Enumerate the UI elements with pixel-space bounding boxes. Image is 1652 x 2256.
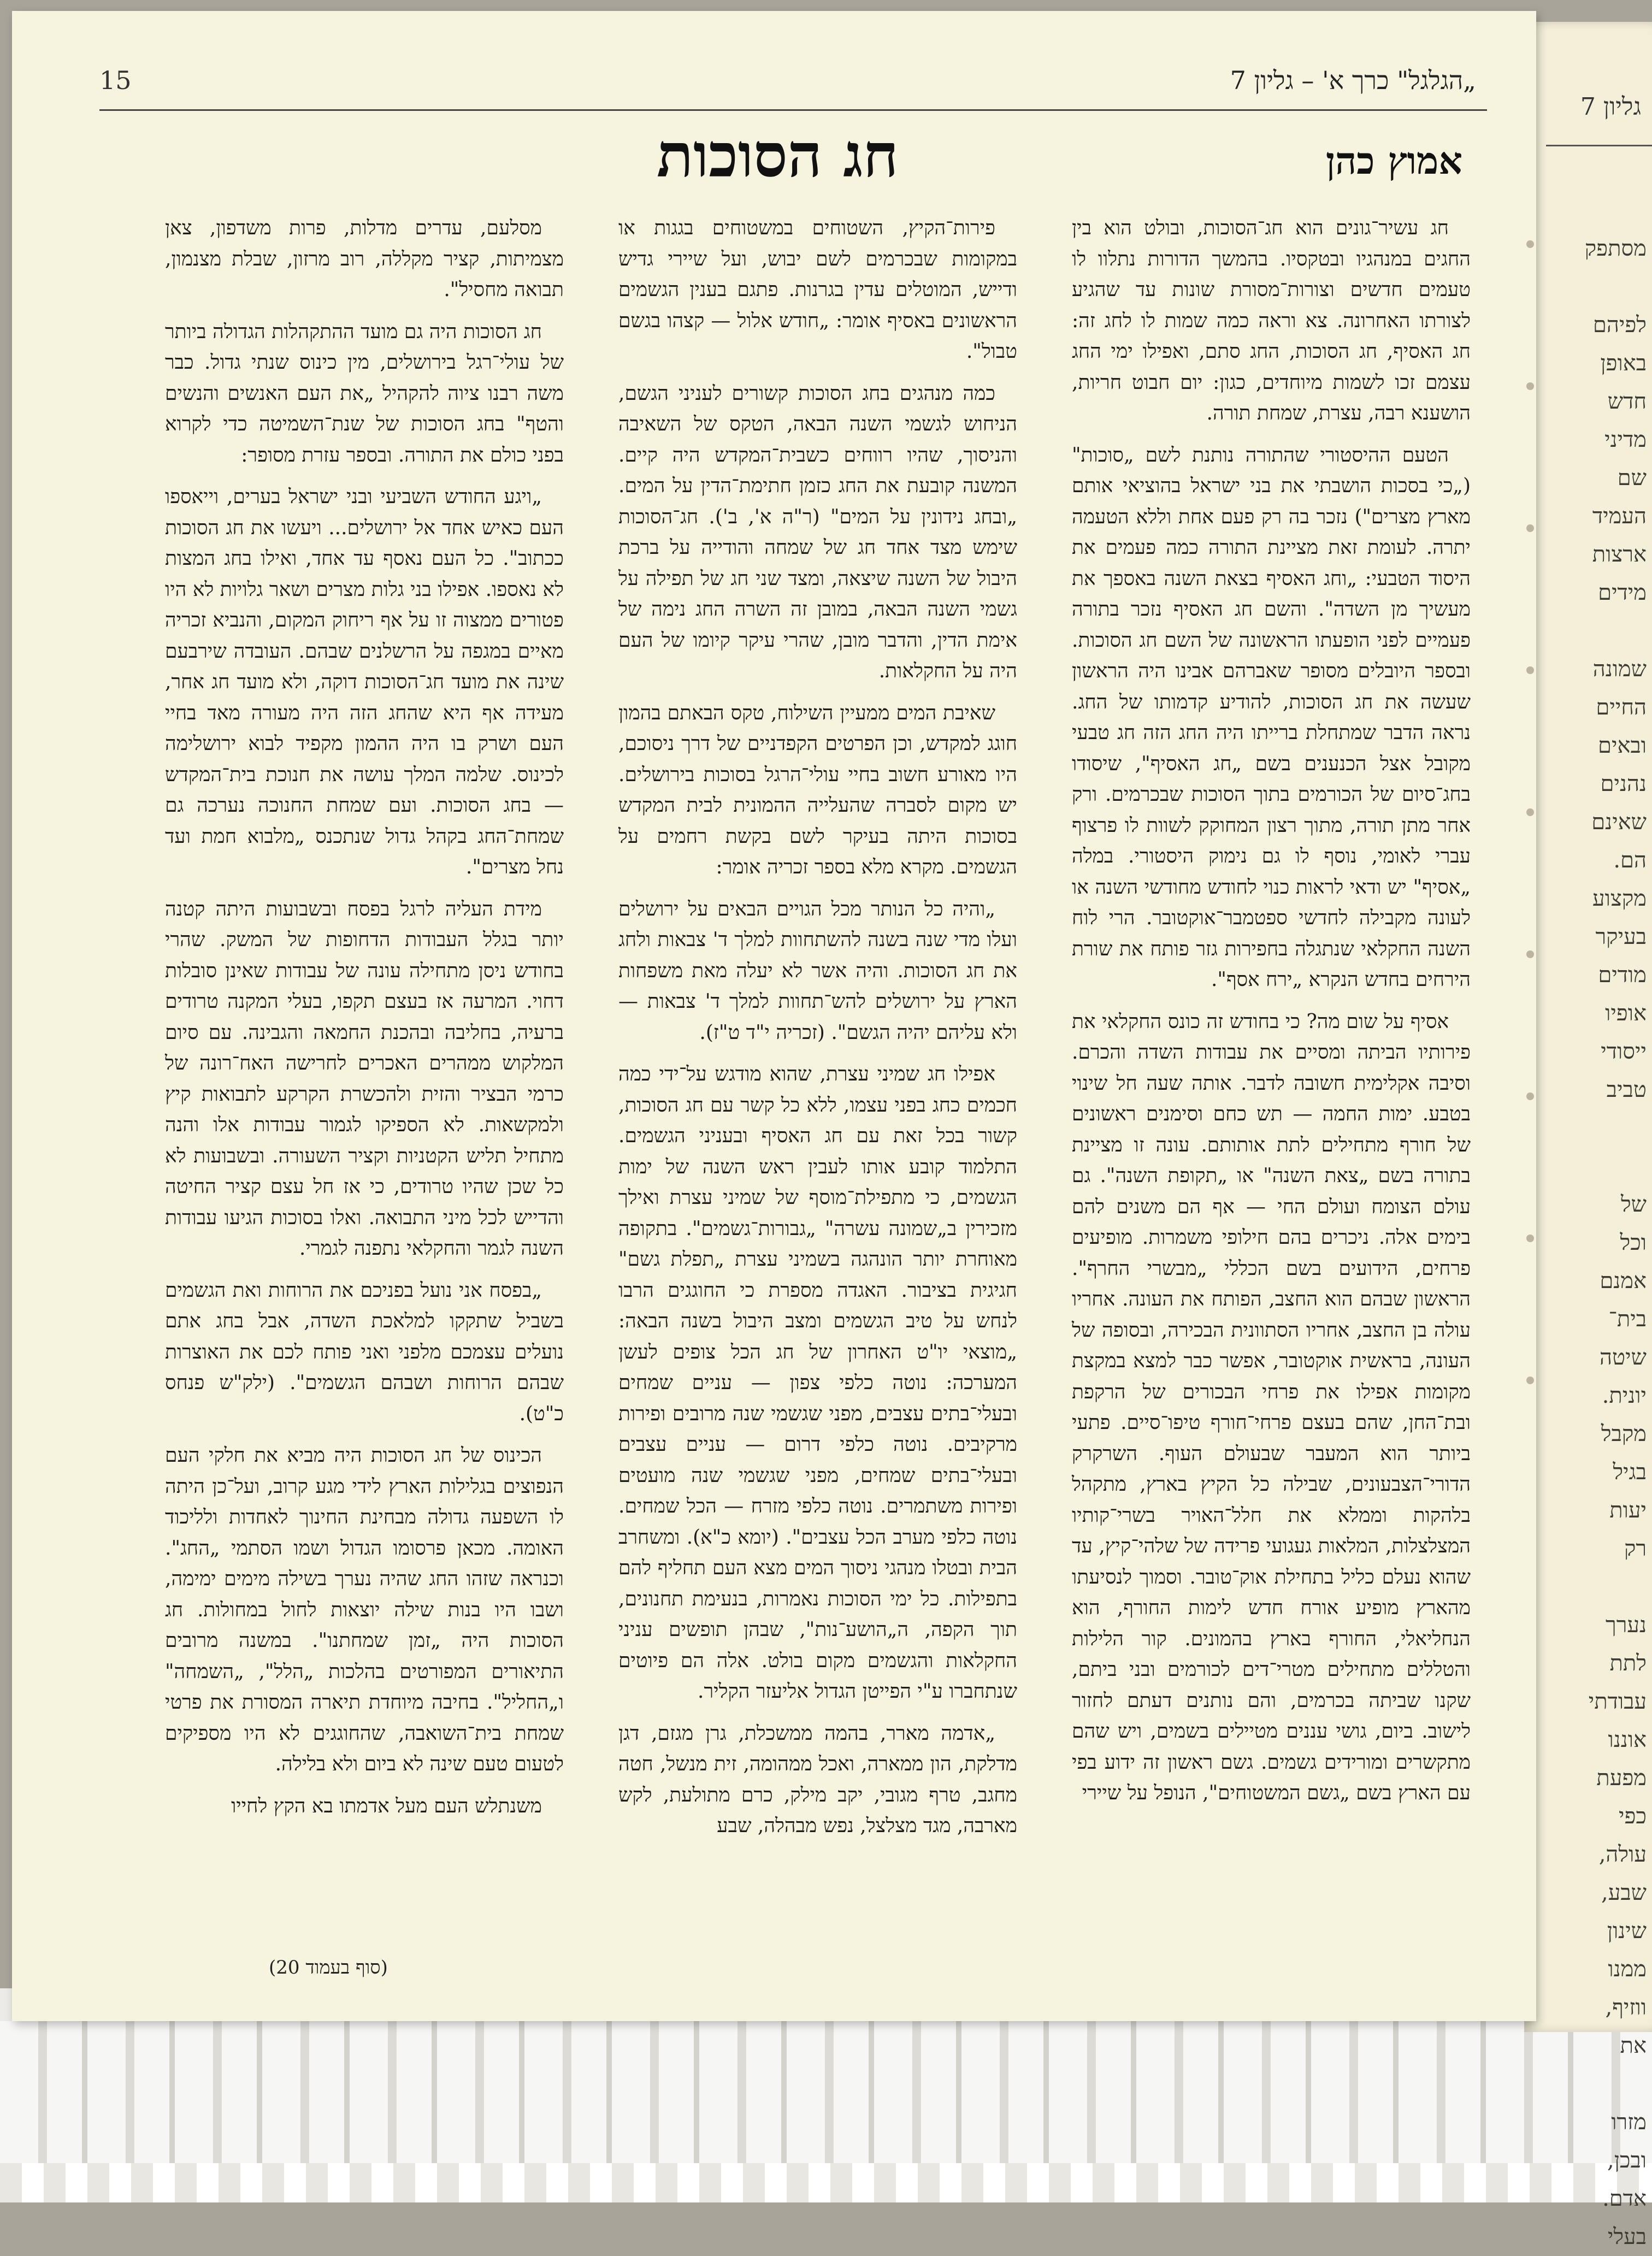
- adjacent-page-line: חדש: [1607, 389, 1647, 414]
- adjacent-page-line: רק: [1624, 1536, 1647, 1561]
- adjacent-page-line: מדיני: [1604, 427, 1647, 452]
- adjacent-page-line: אמנם: [1600, 1268, 1647, 1294]
- staple-hole: [1526, 808, 1534, 816]
- paragraph: חג הסוכות היה גם מועד ההתקהלות הגדולה ביותר של עולי־רגל בירושלים, מין כינוס שנתי גדול. כבר משה רבנו ציוה להקהיל „את העם האנשים והנשים והטף" בחג הסוכות של שנת־השמיטה כדי לקרוא בפני כולם את התורה. ובספר עזרת מסופר:: [165, 320, 564, 466]
- tablecloth-pattern: [0, 2021, 1652, 2163]
- adjacent-page-line: בית־: [1608, 1307, 1647, 1332]
- adjacent-page-line: שבע,: [1601, 1880, 1647, 1905]
- page-number: 15: [99, 66, 132, 95]
- adjacent-page-line: [1535, 1568, 1647, 1606]
- adjacent-page-line: עבודתי: [1588, 1689, 1647, 1714]
- adjacent-page-line: מודים: [1598, 962, 1647, 988]
- adjacent-page-line: שמונה: [1592, 657, 1647, 682]
- paragraph: מידת העליה לרגל בפסח ובשבועות היתה קטנה יותר בגלל העבודות הדחופות של המשק. שהרי בחודש ניסן מתחילה עונה של עבודות שאינן סובלות דחוי. המרעה אז בעצם תקפו, בעלי המקנה טרודים ברעיה, בחליבה ובהכנת החמאה והגבינה. עם סיום המלקוש ממהרים האכרים לחרישה האח־רונה של כרמי הבציר והזית ולהכשרת הקרקע לתבואות קיץ ולמקשאות. לא הספיקו לגמור עבודות אלו והנה מתחיל תליש הקטניות וקציר השעורה. ובשבועות לא כל שכן שהיו טרודים, כי אז חל עצם קציר החיטה והדייש לכל מיני התבואה. ואלו בסוכות הגיעו עבודות השנה לגמר והחקלאי נתפנה לגמרי.: [165, 897, 564, 1260]
- header-rule: [99, 109, 1487, 111]
- paragraph: הכינוס של חג הסוכות היה מביא את חלקי העם הנפוצים בגלילות הארץ לידי מגע קרוב, ועל־כן היתה לו השפעה גדולה מבחינת החינוך לאחדות ולליכוד האומה. מכאן פרסומו הגדול ושמו הסתמי „החג". וכנראה שזהו החג שהיה נערך בשילה מימים ימימה, ושבו היו בנות שילה יוצאות לחול במחולות. חג הסוכות היה „זמן שמחתנו". במשנה מרובים התיאורים המפורטים בהלכות „הלל", „השמחה" ו„החליל". בחיבה מיוחדת תיארה המסורת את פרטי שמחת בית־השואבה, שהחוגגים לא היו מספיקים לטעום טעם שינה לא ביום ולא בלילה.: [165, 1444, 564, 1775]
- adjacent-page-line: בעיקר: [1595, 924, 1647, 949]
- staple-hole: [1526, 1235, 1534, 1242]
- adjacent-page-line: באופן: [1600, 351, 1647, 376]
- staple-hole: [1526, 1377, 1534, 1384]
- paragraph: אסיף על שום מה? כי בחודש זה כונס החקלאי את פירותיו הביתה ומסיים את עבודות השדה והכרם. וסיבה אקלימית חשובה לדבר. אותה שעה חל שינוי בטבע. ימות החמה — תש כחם וסימנים ראשונים של חורף מתחילים לתת אותותם. עונה זו מציינת בתורה בשם „צאת השנה" או „תקופת השנה". גם עולם הצומח ועולם החי — אף הם משנים להם בימים אלה. ניכרים בהם חילופי משמרות. מופיעים פרחים, הידועים בשם הכללי „מבשרי החרף". הראשון שבהם הוא החצב, הפותח את העונה. אחריו עולה בן החצב, אחריו הסתוונית הבכירה, ובסופה של העונה, בראשית אוקטובר, אפשר כבר למצא במקצת מקומות אפילו את פרחי הבכורים של הרקפת ובת־החן, שהם בעצם פרחי־חורף טיפו־סיים. פתעי ביותר הוא המעבר שבעולם העוף. השרקרק הדורי־הצבעונים, שבילה כל הקיץ בארץ, מתקהל בלהקות וממלא את חלל־האויר בשרי־קותיו המצלצלות, המלאות געגועי פרידה של שלהי־קיץ, עד שהוא נעלם כליל בתחילת אוק־טובר. וסמוך לנסיעתו מהארץ מופיע אורח חדש לימות החורף, הוא הנחליאלי, החורף בארץ בהמונים. קור הלילות והטללים מתחילים מטרי־דים לכורמים ובני ביתם, שקנו שביתה בכרמים, והם נותנים דעתם לחזור לישוב. ביום, גושי עננים מטיילים בשמים, ויש שהם מתקשרים ומורידים גשמים. גשם ראשון זה ידוע בפי עם הארץ בשם „גשם המשטוחים", הנופל על שיירי: [1072, 1010, 1471, 1804]
- adjacent-page-line: העמיד: [1592, 504, 1647, 529]
- adjacent-page-line: מקבל: [1601, 1421, 1647, 1446]
- adjacent-page-line: [1535, 2065, 1647, 2103]
- staple-hole: [1526, 1092, 1534, 1100]
- paragraph: פירות־הקיץ, השטוחים במשטוחים בגגות או במקומות שבכרמים לשם יבוש, ועל שיירי גדיש ודייש, המוטלים עדין בגרנות. פתגם בענין הגשמים הראשונים באסיף אומר: „חודש אלול — קצהו בגשם טבול".: [618, 217, 1017, 363]
- adjacent-page-header: גליון 7: [1580, 93, 1641, 121]
- adjacent-page-line: את: [1620, 2033, 1647, 2058]
- paragraph: „בפסח אני נועל בפניכם את הרוחות ואת הגשמים בשביל שתקקו למלאכת השדה, אבל בחג אתם נועלים עצמכם מלפני ואני פותח לכם את האוצרות שבהם הרוחות ושבהם הגשמים". (ילק"ש פנחס כ"ט).: [165, 1279, 564, 1425]
- adjacent-page-line: [1535, 268, 1647, 306]
- text-column-left: [165, 213, 564, 1833]
- adjacent-page-line: ובאים: [1598, 733, 1647, 758]
- adjacent-page-line: לתת: [1609, 1651, 1647, 1676]
- running-head: „הגלגל" כרך א' – גליון 7: [1230, 66, 1476, 95]
- adjacent-page-line: מסתפק: [1584, 236, 1647, 261]
- adjacent-page-line: של: [1620, 1192, 1647, 1217]
- adjacent-page-line: אדם.: [1602, 2186, 1647, 2211]
- paragraph: כמה מנהגים בחג הסוכות קשורים לעניני הגשם, הניחוש לגשמי השנה הבאה, הטקס של השאיבה והניסוך, שהיו רווחים כשבית־המקדש היה קיים. המשנה קובעת את החג כזמן חתימת־הדין על המים. „ובחג נידונין על המים" (ר"ה א', ב'). חג־הסוכות שימש מצד אחד חג של שמחה והודייה על ברכת היבול של השנה שיצאה, ומצד שני חג של תפילה על גשמי השנה הבאה, במובן זה השרה החג נימה של אימת הדין, והדבר מובן, שהרי עיקר קיומו של העם היה על החקלאות.: [618, 382, 1017, 682]
- staple-hole: [1526, 240, 1534, 248]
- adjacent-page-line: כפי: [1619, 1804, 1647, 1829]
- staple-hole: [1526, 382, 1534, 390]
- adjacent-page-line: שאינם: [1591, 810, 1647, 835]
- newspaper-page: [12, 11, 1536, 2021]
- adjacent-page-line: יונית.: [1602, 1383, 1647, 1408]
- adjacent-page-line: הם.: [1613, 848, 1647, 873]
- adjacent-page-text: [1535, 229, 1647, 2256]
- article-author: אמוץ כהן: [1325, 139, 1462, 183]
- adjacent-page-line: עולה,: [1598, 1842, 1647, 1867]
- adjacent-page-line: מידים: [1598, 580, 1647, 605]
- adjacent-page-line: טביב: [1606, 1077, 1647, 1102]
- paragraph: אפילו חג שמיני עצרת, שהוא מודגש על־ידי כמה חכמים כחג בפני עצמו, ללא כל קשר עם חג הסוכות, קשור בכל זאת עם חג האסיף ובעניני הגשמים. התלמוד קובע אותו לעבין ראש השנה של ימות הגשמים, כי מתפילת־מוסף של שמיני עצרת ואילך מזכירין ב„שמונה עשרה" „גבורות־גשמים". בתקופה מאוחרת יותר הונהגה בשמיני עצרת „תפלת גשם" חגיגית בציבור. האגדה מספרת כי החוגגים הרבו לנחש על טיב הגשמים ומצב היבול בשנה הבאה: „מוצאי יו"ט האחרון של חג הכל צופים לעשן המערכה: נוטה כלפי צפון — עניים שמחים ובעלי־בתים עצבים, מפני שגשמי שנה מרובים ופירות מרקיבים. נוטה כלפי דרום — עניים עצבים ובעלי־בתים שמחים, מפני שגשמי שנה מועטים ופירות משתמרים. נוטה כלפי מזרח — הכל שמחים. נוטה כלפי מערב הכל עצבים". (יומא כ"א). ומשחרב הבית ובטלו מנהגי ניסוך המים מצא העם תחליף להם בתפילות. כל ימי הסוכות נאמרות, בנעימת תחנונים, תוך הקפה, ה„הושע־נות", שבהן תופשים עניני החקלאות והגשמים מקום בולט. אלה הם פיוטים שנתחברו ע"י הפייטן הגדול אליעזר הקליר.: [618, 1063, 1017, 1703]
- adjacent-page-line: ובכן,: [1607, 2148, 1647, 2173]
- adjacent-page-line: שיטה: [1600, 1345, 1647, 1370]
- adjacent-page-line: בגיל: [1613, 1460, 1647, 1485]
- adjacent-page-line: וכל: [1620, 1230, 1647, 1255]
- adjacent-page-line: אופיו: [1605, 1001, 1647, 1026]
- adjacent-page-line: מפעת: [1596, 1765, 1647, 1791]
- adjacent-page-line: נהנים: [1600, 771, 1647, 796]
- paragraph: משנתלש העם מעל אדמתו בא הקץ לחייו: [231, 1794, 542, 1817]
- paragraph: הטעם ההיסטורי שהתורה נותנת לשם „סוכות" („כי בסכות הושבתי את בני ישראל בהוציאי אותם מארץ מצרים") נזכר בה רק פעם אחת וללא הטעמה יתרה. לעומת זאת מציינת התורה כמה פעמים את היסוד הטבעי: „וחג האסיף בצאת השנה באספך את מעשיך מן השדה". והשם חג האסיף נזכר בתורה פעמיים לפני הופעתו הראשונה של השם חג הסוכות. ובספר היובלים מסופר שאברהם אבינו היה הראשון שעשה את חג הסוכות, להודיע קדמותו של החג. נראה הדבר שמתחלת ברייתו היה החג הזה חג טבעי מקובל אצל הכנענים בשם „חג האסיף", שיסודו בחג־סיום של הכורמים בתוך הסוכות שבכרמים. ורק אחר מתן תורה, מתוך רצון המחוקק לשוות לו פרצוף עברי לאומי, נוסף לו גם נימוק היסטורי. במלה „אסיף" יש ודאי לראות כנוי לחודש מחודשי השנה או לעונה מקבילה לחדשי ספטמבר־אוקטובר. הרי לוח השנה החקלאי שנתגלה בחפירות גזר פותח את שורת הירחים בחדש הנקרא „ירח אסף".: [1072, 444, 1471, 991]
- adjacent-page: [1524, 22, 1652, 2249]
- adjacent-page-line: יעות: [1609, 1498, 1647, 1523]
- paragraph: חג עשיר־גונים הוא חג־הסוכות, ובולט הוא בין החגים במנהגיו ובטקסיו. בהמשך הדורות נתלוו לו טעמים חדשים וצורות־מסורת שונות עד שהגיע לצורתו האחרונה. צא וראה כמה שמות לו לחג זה: חג האסיף, חג הסוכות, החג סתם, ואפילו ימי החג עצמם זכו לשמות מיוחדים, כגון: יום חבוט חריות, הושענא רבה, עצרת, שמחת תורה.: [1072, 217, 1471, 424]
- paragraph: „ויגע החודש השביעי ובני ישראל בערים, וייאספו העם כאיש אחד אל ירושלים... ויעשו את חג הסוכות ככתוב". כל העם נאסף עד אחד, ואילו בחג המצות לא נאספו. אפילו בני גלות מצרים ושאר גלויות לא היו פטורים ממצוה זו על אף ריחוק המקום, והנביא זכריה מאיים במגפה על הרשלנים שבהם. העובדה שירבעם שינה את מועד חג־הסוכות דוקה, ולא מועד חג אחר, מעידה אף היא שהחג הזה היה מעורה מאד בחיי העם ושרק בו היה ההמון מקפיד לבוא ירושלימה לכינוס. שלמה המלך עושה את חנוכת בית־המקדש — בחג הסוכות. ועם שמחת החנוכה נערכה גם שמחת־החג בקהל גדול שנתכנס „מלבוא חמת ועד נחל מצרים".: [165, 486, 564, 878]
- paragraph: „אדמה מארר, בהמה ממשכלת, גרן מגזם, דגן מדלקת, הון ממארה, ואכל ממהומה, זית מנשל, חטה מחגב, טרף מגובי, יקב מילק, כרם מתולעת, לקש מארבה, מגד מצלצל, נפש מבהלה, שבע: [618, 1722, 1017, 1837]
- adjacent-page-line: ממנו: [1608, 1957, 1647, 1982]
- adjacent-page-line: לפיהם: [1592, 312, 1647, 338]
- adjacent-page-line: [1535, 1147, 1647, 1185]
- staple-hole: [1526, 524, 1534, 532]
- text-column-right: [1072, 213, 1471, 1820]
- paragraph: מסלעם, עדרים מדלות, פרות משדפון, צאן מצמיתות, קציר מקללה, רוב מרזון, שבלת מצנמון, תבואה מחסיל".: [165, 217, 564, 301]
- article-title: חג הסוכות: [657, 120, 899, 191]
- text-column-middle: [618, 213, 1017, 1853]
- staple-hole: [1526, 666, 1534, 674]
- adjacent-page-line: מזרו: [1611, 2110, 1647, 2135]
- paragraph: שאיבת המים ממעיין השילוח, טקס הבאתם בהמון חוגג למקדש, וכן הפרטים הקפדניים של דרך ניסוכם, היו מאורע חשוב בחיי עולי־הרגל בסוכות בירושלים. יש מקום לסברה שהעלייה ההמונית לבית המקדש בסוכות היתה בעיקר לשם בקשת רחמים על הגשמים. מקרא מלא בספר זכריה אומר:: [618, 701, 1017, 878]
- adjacent-page-line: שם: [1617, 465, 1647, 491]
- tablecloth-fringe: [0, 2163, 1652, 2202]
- adjacent-page-line: ווזיף,: [1605, 1995, 1647, 2020]
- adjacent-page-rule: [1546, 145, 1652, 146]
- adjacent-page-line: נערך: [1606, 1613, 1647, 1638]
- adjacent-page-line: [1535, 1109, 1647, 1147]
- adjacent-page-line: מקצוע: [1592, 886, 1647, 911]
- paragraph: „והיה כל הנותר מכל הגויים הבאים על ירושלים ועלו מדי שנה בשנה להשתחוות למלך ד' צבאות ולחג את חג הסוכות. והיה אשר לא יעלה מאת משפחות הארץ על ירושלים להש־תחוות למלך ד' צבאות — ולא עליהם יהיה הגשם". (זכריה י"ד ט"ז).: [618, 897, 1017, 1044]
- adjacent-page-line: אוננו: [1608, 1727, 1647, 1752]
- adjacent-page-line: בעלי: [1607, 2224, 1647, 2249]
- adjacent-page-line: החיים: [1596, 695, 1647, 720]
- adjacent-page-line: ייסודי: [1601, 1039, 1647, 1064]
- continued-note: (סוף בעמוד 20): [269, 1957, 388, 1979]
- adjacent-page-line: ארצות: [1592, 542, 1647, 567]
- adjacent-page-line: שינון: [1607, 1918, 1647, 1944]
- staple-hole: [1526, 950, 1534, 958]
- adjacent-page-line: [1535, 612, 1647, 650]
